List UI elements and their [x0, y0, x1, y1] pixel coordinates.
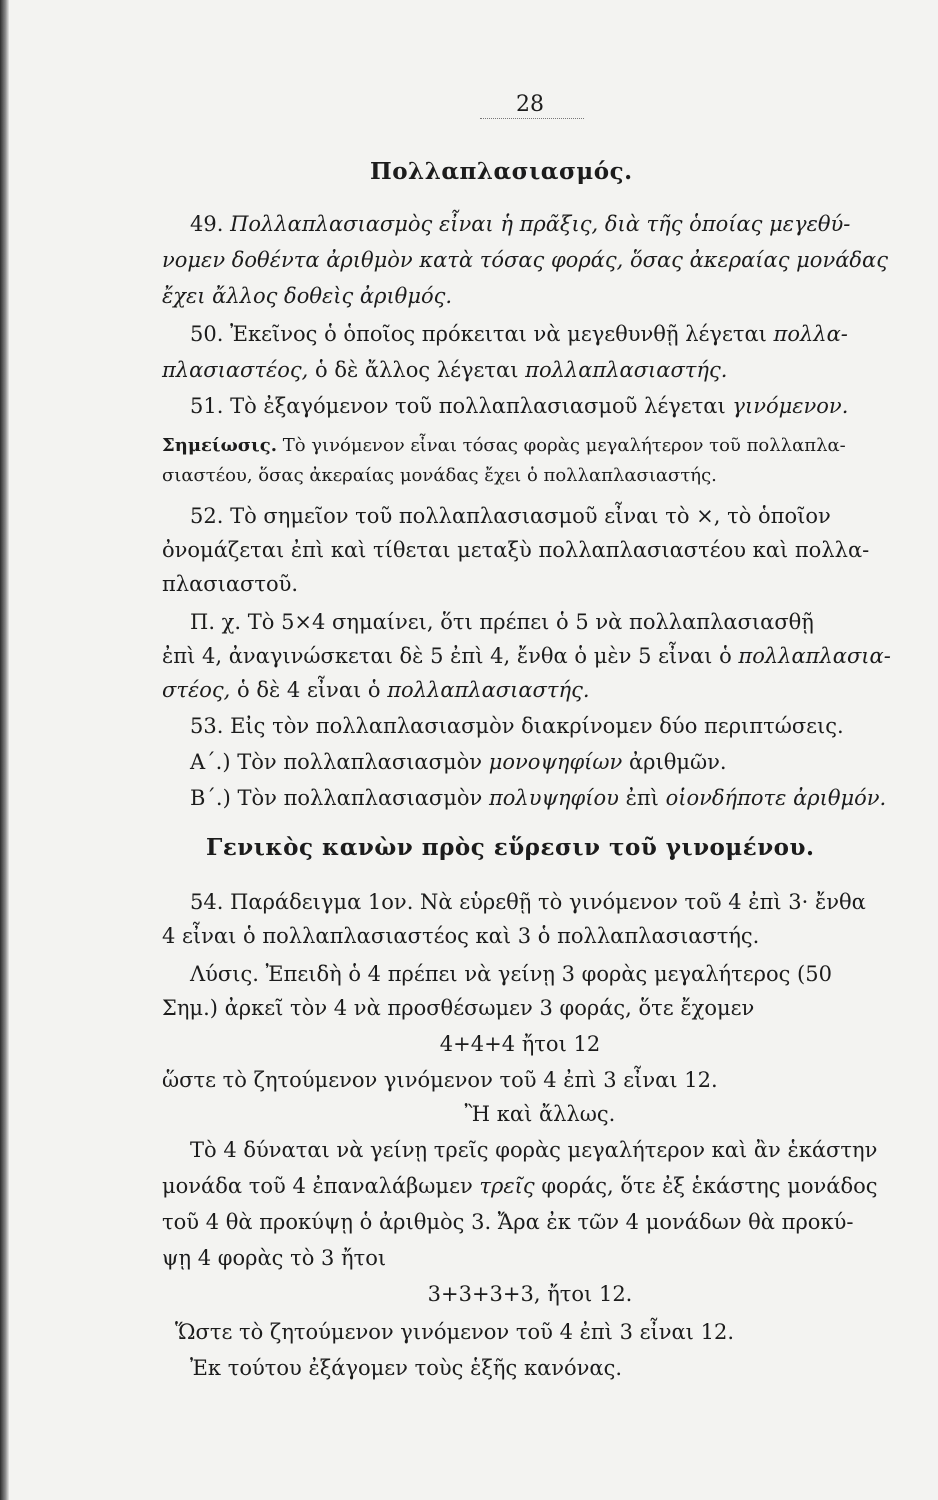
section-heading-multiplication: Πολλαπλασιασμός.: [370, 158, 633, 185]
page-number-rule: [480, 118, 584, 119]
paragraph-50-line-1: [190, 320, 848, 348]
rules-intro-line: Ἐκ τούτου ἐξάγομεν τοὺς ἑξῆς κανόνας.: [190, 1356, 623, 1380]
paragraph-53-line-1: [190, 712, 844, 740]
alternative-line-2: [162, 1172, 878, 1200]
paragraph-number: 51.: [190, 394, 224, 418]
paragraph-number: 50.: [190, 322, 224, 346]
page-edge-shadow: [0, 0, 9, 1500]
term-multiplicand-end: στέος,: [162, 678, 231, 702]
case-term-end: οἱονδήποτε ἀριθμόν.: [665, 786, 887, 810]
note-line-2: σιαστέου, ὅσας ἀκεραίας μονάδας ἔχει ὁ πολλαπλασιαστής.: [162, 465, 717, 486]
alternative-line-4: ψῃ 4 φορὰς τὸ 3 ἤτοι: [162, 1246, 387, 1270]
paragraph-52-line-2: ὀνομάζεται ἐπὶ καὶ τίθεται μεταξὺ πολλαπλασιαστέου καὶ πολλα-: [162, 538, 870, 562]
alternative-text-end: φοράς, ὅτε ἐξ ἑκάστης μονάδος: [541, 1174, 878, 1198]
case-text: Τὸν πολλαπλασιασμὸν: [237, 750, 483, 774]
case-label: Β΄.): [190, 786, 231, 810]
term-product: γινόμενον.: [732, 394, 849, 418]
paragraph-50-line-2: [162, 356, 727, 384]
term-multiplier: πολλαπλασιαστής.: [387, 678, 590, 702]
term-multiplicand-part: πολλαπλασια-: [738, 644, 891, 668]
solution-line-2: Σημ.) ἀρκεῖ τὸν 4 νὰ προσθέσωμεν 3 φοράς, ὅτε ἔχομεν: [162, 996, 755, 1020]
alternative-line-1: Τὸ 4 δύναται νὰ γείνῃ τρεῖς φορὰς μεγαλήτερον καὶ ἂν ἑκάστην: [190, 1138, 878, 1162]
paragraph-54-line-2: 4 εἶναι ὁ πολλαπλασιαστέος καὶ 3 ὁ πολλαπλασιαστής.: [162, 924, 760, 948]
paragraph-text: Παράδειγμα 1ον. Νὰ εὑρεθῇ τὸ γινόμενον τοῦ 4 ἐπὶ 3· ἔνθα: [230, 890, 866, 914]
case-term: μονοψηφίων: [488, 750, 623, 774]
example-line-2: [162, 642, 891, 670]
paragraph-text: Τὸ ἐξαγόμενον τοῦ πολλαπλασιασμοῦ λέγεται: [230, 394, 726, 418]
paragraph-text: Τὸ σημεῖον τοῦ πολλαπλασιασμοῦ εἶναι τὸ ×, τὸ ὁποῖον: [230, 504, 831, 528]
case-text-end: ἀριθμῶν.: [628, 750, 727, 774]
paragraph-number: 52.: [190, 504, 224, 528]
paragraph-text: Ἐκεῖνος ὁ ὁποῖος πρόκειται νὰ μεγεθυνθῇ λέγεται: [230, 322, 767, 346]
paragraph-51: [190, 392, 848, 420]
paragraph-text: ὁ δὲ ἄλλος λέγεται: [315, 358, 519, 382]
paragraph-49-line-3: ἔχει ἄλλος δοθεὶς ἀριθμός.: [162, 284, 453, 308]
example-text: ὁ δὲ 4 εἶναι ὁ: [237, 678, 381, 702]
alternative-emphasis: τρεῖς: [479, 1174, 535, 1198]
section-heading-general-rule: Γενικὸς κανὼν πρὸς εὕρεσιν τοῦ γινομένου.: [206, 834, 815, 861]
paragraph-49-line-2: νομεν δοθέντα ἀριθμὸν κατὰ τόσας φοράς, ὅσας ἀκεραίας μονάδας: [162, 248, 888, 272]
example-text: ἐπὶ 4, ἀναγινώσκεται δὲ 5 ἐπὶ 4, ἔνθα ὁ μὲν 5 εἶναι ὁ: [162, 644, 732, 668]
paragraph-text: Εἰς τὸν πολλαπλασιασμὸν διακρίνομεν δύο περιπτώσεις.: [230, 714, 844, 738]
term-multiplicand-part: πολλα-: [773, 322, 848, 346]
case-a: [190, 748, 727, 776]
equation-2: 3+3+3+3, ἤτοι 12.: [427, 1282, 633, 1306]
paragraph-number: 53.: [190, 714, 224, 738]
paragraph-number: 54.: [190, 890, 224, 914]
conclusion-line: Ὥστε τὸ ζητούμενον γινόμενον τοῦ 4 ἐπὶ 3 εἶναι 12.: [175, 1320, 734, 1344]
case-b: [190, 784, 886, 812]
paragraph-52-line-3: πλασιαστοῦ.: [162, 572, 299, 596]
term-multiplicand: πλασιαστέος,: [162, 358, 309, 382]
example-line-1: Π. χ. Τὸ 5×4 σημαίνει, ὅτι πρέπει ὁ 5 νὰ πολλαπλασιασθῇ: [190, 610, 814, 634]
equation-1: 4+4+4 ἤτοι 12: [439, 1032, 601, 1056]
solution-line-3: ὥστε τὸ ζητούμενον γινόμενον τοῦ 4 ἐπὶ 3 εἶναι 12.: [162, 1068, 718, 1092]
definition-text: Πολλαπλασιασμὸς εἶναι ἡ πρᾶξις, διὰ τῆς ὁποίας μεγεθύ-: [230, 212, 851, 236]
solution-line-1: Λύσις. Ἐπειδὴ ὁ 4 πρέπει νὰ γείνῃ 3 φορὰς μεγαλήτερος (50: [190, 962, 832, 986]
note-label: Σημείωσις.: [162, 435, 277, 456]
alternative-line-3: τοῦ 4 θὰ προκύψῃ ὁ ἀριθμὸς 3. Ἄρα ἐκ τῶν 4 μονάδων θὰ προκύ-: [162, 1210, 854, 1234]
paragraph-54-line-1: [190, 888, 866, 916]
paragraph-number: 49.: [190, 212, 224, 236]
alternative-text: μονάδα τοῦ 4 ἐπαναλάβωμεν: [162, 1174, 473, 1198]
term-multiplier: πολλαπλασιαστής.: [525, 358, 728, 382]
note-line-1: [162, 432, 846, 460]
paragraph-52-line-1: [190, 502, 831, 530]
paragraph-49-line-1: [190, 210, 850, 238]
alternative-heading: Ἢ καὶ ἄλλως.: [464, 1102, 616, 1126]
case-label: Α΄.): [190, 750, 231, 774]
example-line-3: [162, 676, 590, 704]
case-term: πολυψηφίου: [488, 786, 619, 810]
case-text: Τὸν πολλαπλασιασμὸν: [237, 786, 483, 810]
note-text: Τὸ γινόμενον εἶναι τόσας φορὰς μεγαλήτερον τοῦ πολλαπλα-: [282, 435, 846, 456]
case-text-mid: ἐπὶ: [625, 786, 659, 810]
page-number: 28: [516, 92, 544, 117]
